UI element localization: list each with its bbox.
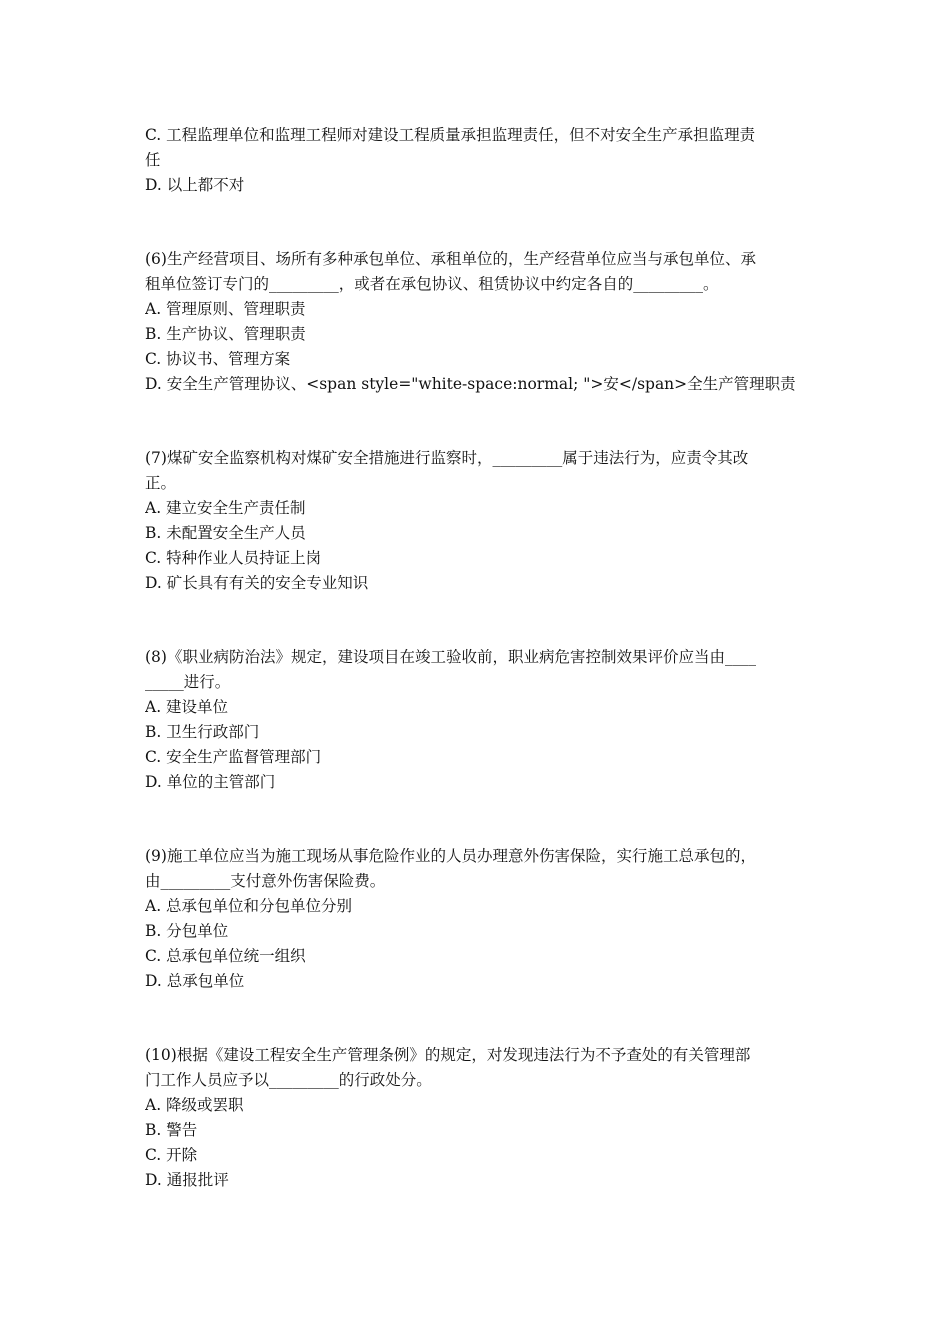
option-d: D. 总承包单位 — [145, 972, 245, 990]
question-9 — [145, 844, 815, 994]
option-a: A. 建设单位 — [145, 698, 229, 716]
option-d: D. 单位的主管部门 — [145, 773, 276, 791]
previous-question-fragment — [145, 123, 815, 198]
option-d: D. 通报批评 — [145, 1171, 229, 1189]
option-d: D. 矿长具有有关的安全专业知识 — [145, 574, 369, 592]
option-c: C. 总承包单位统一组织 — [145, 947, 306, 965]
option-a: A. 管理原则、管理职责 — [145, 300, 306, 318]
option-c-line-1: C. 工程监理单位和监理工程师对建设工程质量承担监理责任，但不对安全生产承担监理责 — [145, 126, 756, 144]
option-b: B. 分包单位 — [145, 922, 229, 940]
option-a: A. 建立安全生产责任制 — [145, 499, 306, 517]
question-stem: _____进行。 — [145, 673, 231, 691]
option-b: B. 生产协议、管理职责 — [145, 325, 306, 343]
question-stem: (9)施工单位应当为施工现场从事危险作业的人员办理意外伤害保险，实行施工总承包的， — [145, 847, 756, 865]
document-page — [145, 123, 815, 1193]
question-stem: 由_________支付意外伤害保险费。 — [145, 872, 386, 890]
option-d: D. 安全生产管理协议、<span style="white-space:normal; ">安</span>全生产管理职责 — [145, 375, 796, 393]
question-10 — [145, 1043, 815, 1193]
option-b: B. 警告 — [145, 1121, 198, 1139]
option-c: C. 安全生产监督管理部门 — [145, 748, 322, 766]
question-6 — [145, 247, 815, 397]
option-c-line-2: 任 — [145, 151, 161, 169]
option-a: A. 降级或罢职 — [145, 1096, 244, 1114]
question-8 — [145, 645, 815, 795]
option-a: A. 总承包单位和分包单位分别 — [145, 897, 353, 915]
question-stem: (7)煤矿安全监察机构对煤矿安全措施进行监察时，_________属于违法行为，应责令其改 — [145, 449, 749, 467]
option-c: C. 协议书、管理方案 — [145, 350, 291, 368]
question-stem: 正。 — [145, 474, 177, 492]
option-b: B. 未配置安全生产人员 — [145, 524, 306, 542]
option-c: C. 特种作业人员持证上岗 — [145, 549, 322, 567]
question-stem: (10)根据《建设工程安全生产管理条例》的规定，对发现违法行为不予查处的有关管理部 — [145, 1046, 751, 1064]
question-7 — [145, 446, 815, 596]
question-stem: (8)《职业病防治法》规定，建设项目在竣工验收前，职业病危害控制效果评价应当由____ — [145, 648, 756, 666]
option-d: D. 以上都不对 — [145, 176, 245, 194]
option-c: C. 开除 — [145, 1146, 198, 1164]
question-stem: (6)生产经营项目、场所有多种承包单位、承租单位的，生产经营单位应当与承包单位、承 — [145, 250, 756, 268]
question-stem: 租单位签订专门的_________，或者在承包协议、租赁协议中约定各自的_________。 — [145, 275, 719, 293]
question-stem: 门工作人员应予以_________的行政处分。 — [145, 1071, 432, 1089]
option-b: B. 卫生行政部门 — [145, 723, 260, 741]
